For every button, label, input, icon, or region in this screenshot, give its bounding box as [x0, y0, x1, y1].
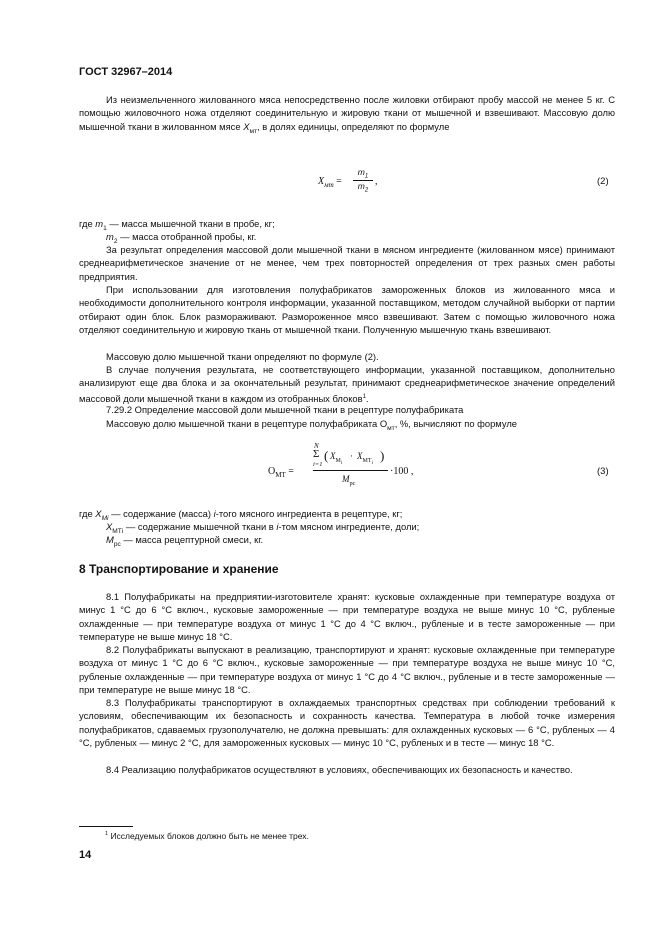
definition-m-rs: $M_{рс}$ — масса рецептурной смеси, кг.: [106, 534, 264, 548]
definition-m2: $m_2$ — масса отобранной пробы, кг.: [106, 231, 257, 245]
variable-x: X: [243, 120, 250, 132]
paragraph-result: За результат определения массовой доли мышечной ткани в мясном ингредиенте (жилованном мясе) принимают среднеарифметическое значение от не менее, чем трех повторностей определения от трех разных смен работы предприятия.: [79, 244, 615, 282]
formula-3-fraction: N Σ i=1 ( $X_{M_i}$ · $X_{MT_i}$ ) $M_{рс}$: [313, 442, 391, 492]
formula-3-number: (3): [597, 466, 609, 477]
document-header: ГОСТ 32967–2014: [79, 66, 173, 78]
clause-8-4: 8.4 Реализацию полуфабрикатов осуществляют в условиях, обеспечивающих их безопасность и качество.: [106, 764, 573, 775]
footnote-divider: [79, 826, 133, 827]
formula-2-number: (2): [597, 176, 609, 187]
intro-paragraph: Из неизмельченного жилованного мяса непосредственно после жиловки отбирают пробу массой не менее 5 кг. С помощью жиловочного ножа отделяют соединительную и жировую ткани от мышечной и взвешивают. Массовую долю мышечной ткани в жилованном мясе $X_{мт}$, в долях единицы, определяют по формуле: [79, 94, 615, 135]
footnote-mark: 1: [362, 392, 367, 400]
definition-x-mi: где $X_{Mi}$ — содержание (масса) i-того мясного ингредиента в рецептуре, кг;: [79, 508, 403, 522]
clause-8-2: 8.2 Полуфабрикаты выпускают в реализацию, транспортируют и хранят: кусковые охлажденные при температуре воздуха от минус 1 °С до 6 °С включ., кусковые замороженные — при температуре воздуха не выше минус 10 °С, рубленые охлажденные — при температуре воздуха от минус 1 °С до 4 °С включ., рубленые и в тесте замороженные — при температуре не выше минус 18 °С.: [79, 644, 615, 695]
subsection-heading-7-29-2: 7.29.2 Определение массовой доли мышечной ткани в рецептуре полуфабриката: [106, 404, 464, 415]
paragraph-formula-ref: Массовую долю мышечной ткани определяют по формуле (2).: [106, 351, 379, 362]
definition-m1: где $m_1$ — масса мышечной ткани в пробе, кг;: [79, 218, 275, 232]
formula-2-lhs: $X_{мт}$ =: [318, 176, 342, 189]
paragraph-frozen-blocks: При использовании для изготовления полуфабрикатов замороженных блоков из жилованного мяса и необходимости дополнительного контроля информации, указанной поставщиком, методом случайной выборки от партии отбирают один блок. Блок размораживают. Размороженное мясо взвешивают. Затем с помощью жиловочного ножа отделяют соединительную и жировую ткань от мышечной ткани. Полученную мышечную ткань взвешивают.: [79, 284, 615, 335]
paragraph-mismatch: В случае получения результата, не соответствующего информации, указанной поставщиком, дополнительно анализируют еще два блока и за окончательный результат, принимают среднеарифметическое значение определений массовой доли мышечной ткани в каждом из отобранных блоков$^1$.: [79, 364, 615, 404]
footnote-text: $^1$ Исследуемых блоков должно быть не менее трех.: [105, 831, 309, 841]
definition-x-mti: $X_{МТi}$ — содержание мышечной ткани в i-том мясном ингредиенте, доли;: [106, 521, 420, 535]
clause-8-3: 8.3 Полуфабрикаты транспортируют в охлаждаемых транспортных средствах при соблюдении требований к условиям, обеспечивающим их безопасность и сохранность качества. Температура в любой точке измерения полуфабрикатов, сдаваемых грузополучателю, не должна превышать: для охлажденных кусковых — 6 °С, рубленых — 4 °С, рубленых — минус 2 °С, для замороженных кусковых — минус 10 °С, рубленых и в тесте — минус 18 °С.: [79, 697, 615, 748]
formula-3-tail: ·100 ,: [390, 466, 414, 477]
formula-3-lhs: $О_{МТ}$ =: [268, 466, 294, 479]
formula-2-tail: ,: [375, 176, 378, 187]
paragraph-formula-3-intro: Массовую долю мышечной ткани в рецептуре полуфабриката $О_{мт}$, %, вычисляют по формуле: [106, 418, 518, 432]
clause-8-1: 8.1 Полуфабрикаты на предприятии-изготовителе хранят: кусковые охлажденные при температуре воздуха от минус 1 °С до 6 °С включ., кусковые замороженные — при температуре воздуха не выше минус 10 °С, рубленые охлажденные — при температуре воздуха от минус 1 °С до 4 °С включ., рубленые и в тесте замороженные — при температуре не выше минус 18 °С.: [79, 591, 615, 642]
page-number: 14: [79, 849, 92, 861]
section-8-title: 8 Транспортирование и хранение: [79, 562, 279, 576]
formula-2-fraction: $m_1$ $m_2$: [353, 167, 373, 193]
